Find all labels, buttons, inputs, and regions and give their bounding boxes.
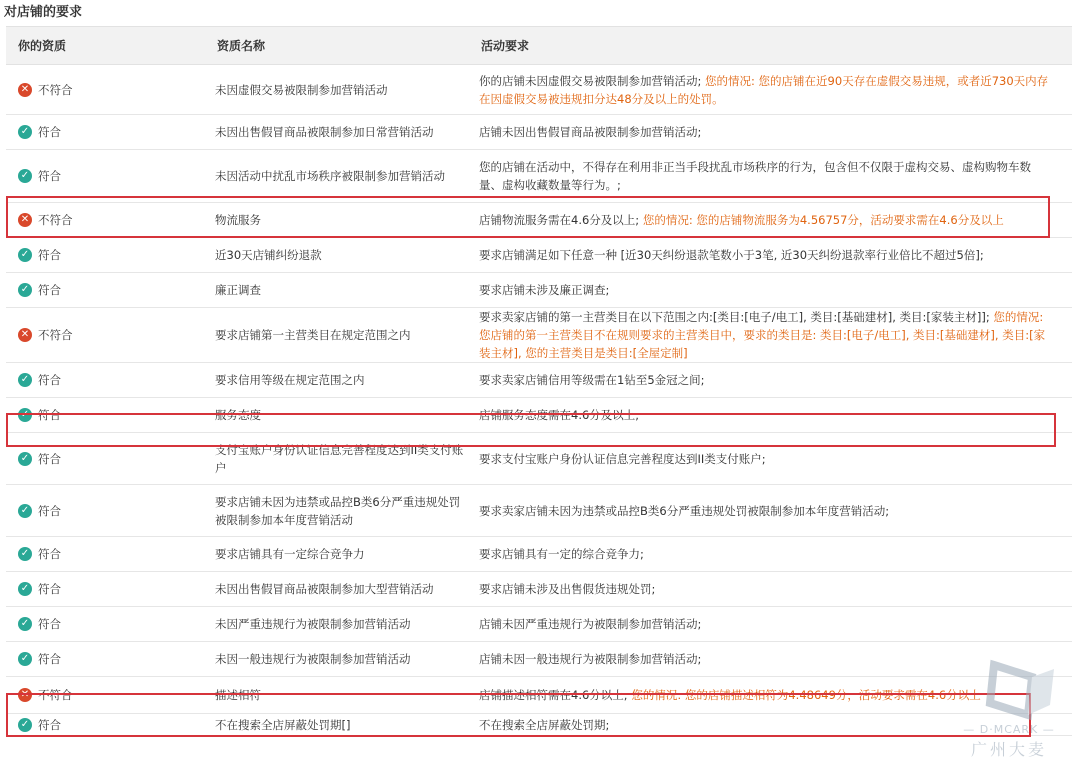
qualification-name: 要求店铺第一主营类目在规定范围之内: [205, 308, 469, 363]
requirement-text: 要求支付宝账户身份认证信息完善程度达到II类支付账户;: [479, 451, 766, 466]
table-row: [6, 203, 1072, 238]
check-circle-icon: ✓: [18, 248, 32, 262]
requirement-text: 店铺物流服务需在4.6分及以上;: [479, 213, 640, 227]
requirement-text: 不在搜索全店屏蔽处罚期;: [479, 717, 610, 732]
requirement-text: 要求店铺满足如下任意一种 [近30天纠纷退款笔数小于3笔, 近30天纠纷退款率行业倍比不超过5倍];: [479, 248, 984, 262]
check-circle-icon: ✓: [18, 283, 32, 297]
status-label: 符合: [38, 652, 61, 666]
status-indicator: [18, 650, 205, 668]
qualification-name: 未因出售假冒商品被限制参加大型营销活动: [205, 572, 469, 607]
section-title: 对店铺的要求: [4, 5, 83, 20]
table-row: [6, 642, 1072, 677]
status-indicator: [18, 580, 205, 598]
status-label: 符合: [38, 547, 61, 561]
requirement-text: 您的店铺在活动中，不得存在利用非正当手段扰乱市场秩序的行为，包含但不仅限于虚构交易、虚构购物车数量、虚构收藏数量等行为。;: [479, 160, 1031, 192]
status-label: 符合: [38, 373, 61, 387]
qualification-name: 未因严重违规行为被限制参加营销活动: [205, 607, 469, 642]
table-row: [6, 572, 1072, 607]
table-row: [6, 433, 1072, 485]
requirement-text: 店铺未因出售假冒商品被限制参加营销活动;: [479, 125, 702, 139]
status-cell: [6, 203, 205, 238]
requirement-cell: [469, 714, 1072, 736]
requirement-cell: [469, 677, 1072, 714]
check-circle-icon: ✓: [18, 652, 32, 666]
table-row: [6, 65, 1072, 115]
status-cell: [6, 150, 205, 203]
status-indicator: [18, 450, 205, 468]
requirement-cell: [469, 203, 1072, 238]
status-cell: [6, 714, 205, 736]
qualification-name: 不在搜索全店屏蔽处罚期[]: [205, 714, 469, 736]
requirement-text: 要求店铺具有一定的综合竞争力;: [479, 547, 644, 561]
requirement-text: 店铺服务态度需在4.6分及以上;: [479, 408, 640, 422]
status-indicator: [18, 615, 205, 633]
requirement-cell: [469, 363, 1072, 398]
status-cell: [6, 65, 205, 115]
requirement-text: 店铺未因一般违规行为被限制参加营销活动;: [479, 652, 702, 666]
qualification-name: 未因虚假交易被限制参加营销活动: [205, 65, 469, 115]
check-circle-icon: ✓: [18, 582, 32, 596]
status-cell: [6, 485, 205, 537]
check-circle-icon: ✓: [18, 504, 32, 518]
status-label: 符合: [38, 283, 61, 297]
requirements-table: [6, 26, 1072, 736]
status-label: 符合: [38, 125, 61, 139]
status-label: 符合: [38, 582, 61, 596]
cross-circle-icon: ✕: [18, 688, 32, 702]
requirement-cell: [469, 398, 1072, 433]
status-cell: [6, 308, 205, 363]
status-cell: [6, 398, 205, 433]
table-row: [6, 714, 1072, 736]
status-label: 符合: [38, 617, 61, 631]
status-indicator: [18, 502, 205, 520]
qualification-name: 物流服务: [205, 203, 469, 238]
requirement-cell: [469, 115, 1072, 150]
check-circle-icon: ✓: [18, 125, 32, 139]
qualification-name: 支付宝账户身份认证信息完善程度达到II类支付账户: [205, 433, 469, 485]
status-label: 不符合: [38, 82, 73, 97]
status-cell: [6, 537, 205, 572]
status-label: 符合: [38, 717, 61, 732]
table-row: [6, 150, 1072, 203]
column-header-status: 你的资质: [6, 27, 205, 65]
requirement-text: 要求店铺未涉及出售假货违规处罚;: [479, 582, 656, 596]
requirement-text: 店铺未因严重违规行为被限制参加营销活动;: [479, 617, 702, 631]
requirement-cell: [469, 433, 1072, 485]
table-row: [6, 363, 1072, 398]
qualification-name: 近30天店铺纠纷退款: [205, 238, 469, 273]
check-circle-icon: ✓: [18, 452, 32, 466]
status-label: 不符合: [38, 213, 73, 227]
qualification-name: 未因活动中扰乱市场秩序被限制参加营销活动: [205, 150, 469, 203]
requirement-text: 要求店铺未涉及廉正调查;: [479, 283, 610, 297]
qualification-name: 未因出售假冒商品被限制参加日常营销活动: [205, 115, 469, 150]
qualification-name: 要求信用等级在规定范围之内: [205, 363, 469, 398]
status-cell: [6, 273, 205, 308]
cross-circle-icon: ✕: [18, 83, 32, 97]
requirement-cell: [469, 273, 1072, 308]
cross-circle-icon: ✕: [18, 213, 32, 227]
status-cell: [6, 363, 205, 398]
status-cell: [6, 607, 205, 642]
watermark-text-en: — D·MCARK —: [963, 723, 1055, 736]
status-indicator: [18, 371, 205, 389]
check-circle-icon: ✓: [18, 547, 32, 561]
table-row: [6, 537, 1072, 572]
table-row: [6, 273, 1072, 308]
status-indicator: [18, 716, 205, 734]
table-row: [6, 115, 1072, 150]
warning-text: 您的情况: 您的店铺描述相符为4.48649分，活动要求需在4.6分以上: [631, 688, 981, 702]
status-indicator: [18, 211, 205, 229]
status-indicator: [18, 246, 205, 264]
warning-text: 您的情况: 您的店铺物流服务为4.56757分，活动要求需在4.6分及以上: [642, 213, 1004, 227]
status-label: 符合: [38, 248, 61, 262]
requirement-cell: [469, 607, 1072, 642]
check-circle-icon: ✓: [18, 373, 32, 387]
watermark-text-cn: 广州大麦: [970, 740, 1047, 759]
status-indicator: [18, 167, 205, 185]
column-header-name: 资质名称: [205, 27, 469, 65]
status-indicator: [18, 81, 205, 99]
status-indicator: [18, 406, 205, 424]
qualification-name: 要求店铺未因为违禁或品控B类6分严重违规处罚被限制参加本年度营销活动: [205, 485, 469, 537]
requirement-text: 要求卖家店铺信用等级需在1钻至5金冠之间;: [479, 373, 705, 387]
table-row: [6, 485, 1072, 537]
requirement-cell: [469, 308, 1072, 363]
status-cell: [6, 238, 205, 273]
status-label: 不符合: [38, 688, 73, 702]
status-indicator: [18, 326, 205, 344]
status-indicator: [18, 545, 205, 563]
check-circle-icon: ✓: [18, 718, 32, 732]
check-circle-icon: ✓: [18, 408, 32, 422]
qualification-name: 未因一般违规行为被限制参加营销活动: [205, 642, 469, 677]
status-indicator: [18, 281, 205, 299]
status-cell: [6, 572, 205, 607]
warning-text: 您的情况: 您的店铺在近90天存在虚假交易违规，或者近730天内存在因虚假交易被违规扣分达48分及以上的处罚。: [479, 73, 1049, 106]
status-label: 符合: [38, 408, 61, 422]
status-label: 符合: [38, 169, 61, 183]
status-cell: [6, 115, 205, 150]
requirement-cell: [469, 65, 1072, 115]
requirement-text: 要求卖家店铺的第一主营类目在以下范围之内:[类目:[电子/电工], 类目:[基础建材], 类目:[家装主材]];: [479, 310, 990, 324]
requirement-cell: [469, 485, 1072, 537]
requirement-text: 要求卖家店铺未因为违禁或品控B类6分严重违规处罚被限制参加本年度营销活动;: [479, 503, 890, 518]
table-row: [6, 398, 1072, 433]
status-cell: [6, 677, 205, 714]
requirement-cell: [469, 537, 1072, 572]
status-label: 符合: [38, 451, 61, 466]
warning-text: 您的情况: 您店铺的第一主营类目不在规则要求的主营类目中，要求的类目是: 类目:[电子/电工], 类目:[基础建材], 类目:[家装主材], 您的主营类目是类目:[全屋定制]: [479, 310, 1046, 360]
requirement-cell: [469, 150, 1072, 203]
qualification-name: 服务态度: [205, 398, 469, 433]
qualification-name: 要求店铺具有一定综合竞争力: [205, 537, 469, 572]
requirement-cell: [469, 238, 1072, 273]
check-circle-icon: ✓: [18, 617, 32, 631]
cross-circle-icon: ✕: [18, 328, 32, 342]
qualification-name: 廉正调查: [205, 273, 469, 308]
requirement-text: 店铺描述相符需在4.6分以上;: [479, 688, 628, 702]
table-row: [6, 607, 1072, 642]
table-row: [6, 308, 1072, 363]
qualification-name: 描述相符: [205, 677, 469, 714]
requirement-cell: [469, 572, 1072, 607]
check-circle-icon: ✓: [18, 169, 32, 183]
status-indicator: [18, 686, 205, 704]
table-header-row: [6, 27, 1072, 65]
requirement-cell: [469, 642, 1072, 677]
status-cell: [6, 642, 205, 677]
status-label: 符合: [38, 503, 61, 518]
table-row: [6, 238, 1072, 273]
status-cell: [6, 433, 205, 485]
requirement-text: 你的店铺未因虚假交易被限制参加营销活动;: [479, 73, 702, 88]
status-label: 不符合: [38, 328, 73, 342]
status-indicator: [18, 123, 205, 141]
column-header-requirement: 活动要求: [469, 27, 1072, 65]
table-row: [6, 677, 1072, 714]
